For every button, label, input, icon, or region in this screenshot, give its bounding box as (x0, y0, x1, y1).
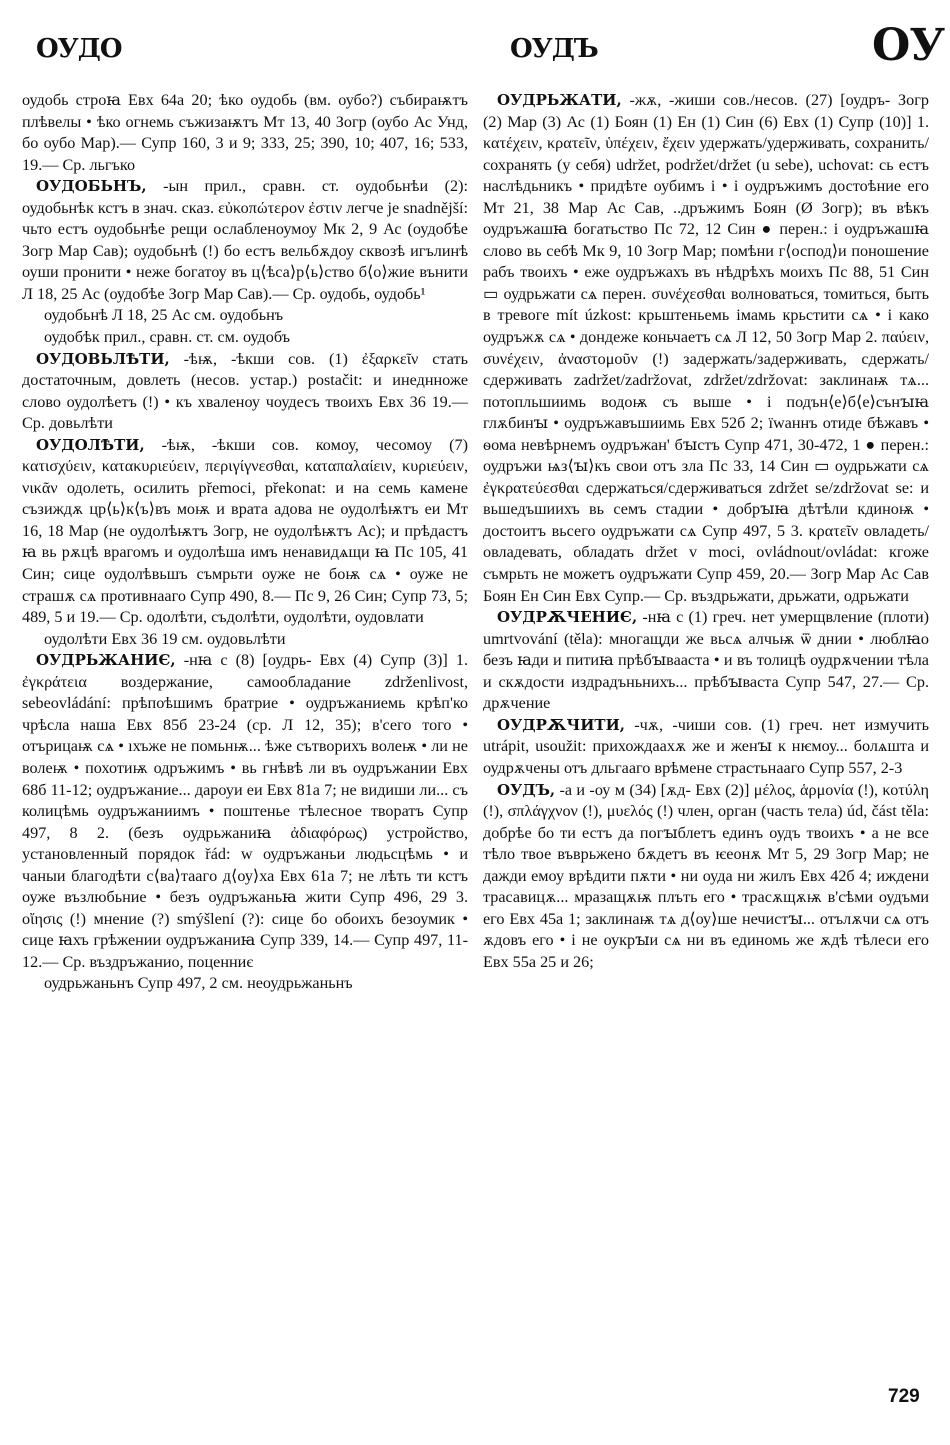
headword: ОУДРѪЧИТИ, (497, 715, 625, 734)
dictionary-entry (22, 650, 468, 973)
entry-text: оудрьжаньнъ Супр 497, 2 см. неоудрьжаньнъ (44, 974, 353, 993)
entry-paragraph (22, 327, 468, 349)
dictionary-entry (483, 607, 929, 715)
running-head-left: ОУДО (36, 34, 122, 64)
section-letter: ОУ (872, 20, 945, 71)
entry-paragraph (22, 629, 468, 651)
dictionary-entry (483, 780, 929, 974)
headword: ОУДРЬЖАТИ, (497, 91, 622, 109)
entry-text: оудобь строꙗ Евх 64а 20; ѣко оудобь (вм. оубо?) събираѭтъ плѣвелы • ѣко огнемь съжизаѭтъ Мт 13, 40 Зогр (оубо Ас Унд, бо оубо Мар).— Супр 160, 3 и 9; 333, 25; 390, 10; 407, 16; 533, 19.— Ср. льгъко (22, 91, 468, 174)
dictionary-entry (483, 715, 929, 780)
headword: ОУДОЛѢТИ, (36, 435, 145, 454)
entry-text: оудобѣк прил., сравн. ст. см. оудобъ (44, 328, 291, 347)
left-column (22, 90, 468, 995)
entry-text: -ѣѭ, -ѣкши сов. комоу, чесомоу (7) κατισχύειν, κατακυριεύειν, περιγίγνεσθαι, καταπαλαίειν, κυριεύειν, νικᾶν одолеть, осилить přemoci, překonat: и на семь камене съзиждѫ цр⟨ь⟩к⟨ъ⟩въ моѭ и врата адова не оудолѣѭтъ еи Мт 16, 18 Мар (не оудолѣѭтъ Зогр, не оудолѣѭтъ Ас); и прѣдастъ ꙗ вь рѫцѣ врагомъ и оудолѣша имъ ненавидѧщи ꙗ Пс 105, 41 Син; сице оудолѣвьшъ съмрьти оуже не боѭ сѧ • оуже не страшѫ сѧ противнааго Супр 490, 8.— Пс 9, 26 Син; Супр 73, 5; 489, 5 и 19.— Ср. одолѣти, съдолѣти, оудолѣти, оудовлати (22, 435, 468, 627)
headword: ОУДОВЬЛѢТИ, (36, 349, 170, 368)
entry-text: -а и -оу м (34) [ѫд- Евх (2)] μέλος, ἁρμονία (!), κοτύλη (!), σπλάγχνον (!), μυελός (!) член, орган (часть тела) úd, část těla: добрѣе бо ти естъ да погꙑблетъ единъ оудъ твоихъ • а не все тѣло твое въврьжено бѫдетъ въ ѥеонѫ Мт 5, 29 Зогр Мар; не дажди емоу врѣдити пѫти • ни оуда ни жилъ Евх 42б 4; иждени трасавицѫ... мразащѫѭ плъть его • трасѫщѫѭ в'сѣми оудъми его Евх 45а 1; заклинаѭ тѧ д⟨оу⟩ше нечистꙑ... отълѫчи сѧ отъ ѫдовъ его • і не оукрꙑи сѧ ни въ единомь же ѫдѣ тѣлеси его Евх 55а 25 и 26; (483, 780, 929, 971)
headword: ОУДРЬЖАНИЄ, (36, 651, 176, 670)
running-head-center: ОУДЪ (510, 34, 598, 64)
dictionary-entry (22, 176, 468, 305)
entry-text: оудолѣти Евх 36 19 см. оудовьлѣти (44, 629, 286, 648)
entry-text: -ын прил., сравн. ст. оудобьнѣи (2): оудобьнѣк кстъ в знач. сказ. εὐκοπώτερον ἐστιν легче je snadnější: чьто естъ оудобьнѣе рещи ослабленоумоу Мк 2, 9 Ас (оудобѣе Зогр Мар Сав); оудобьнѣ (!) бо естъ вельбѫдоу сквозѣ игълинѣ оуши пронити • неже богатоу въ ц⟨ѣса⟩р⟨ь⟩ство б⟨о⟩жие вънити Л 18, 25 Ас (оудобѣе Зогр Мар Сав).— Ср. оудобь, оудобь¹ (22, 177, 468, 303)
entry-paragraph (22, 305, 468, 327)
entry-text: -ѣѭ, -ѣкши сов. (1) ἐξαρκεῖν стать достаточным, довлеть (несов. устар.) postačit: и инеднноже слово оудолѣетъ (!) • къ хваленоу чоудесъ твоихъ Евх 36 19.— Ср. довьлѣти (22, 349, 468, 433)
entry-text: -чѫ, -чиши сов. (1) греч. нет измучить utrápit, usoužit: прихождааxѫ же и женꙑ к нѥмоу... болѧшта и оудрѫчены отъ дльгааго врѣмене страстьнааго Супр 557, 2-3 (483, 715, 929, 777)
entry-text: -нꙗ с (8) [оудрь- Евх (4) Супр (3)] 1. ἐγκράτεια воздержание, самообладание zdrženlivost, sebeovládání: прѣпоѣшимъ братрие • оудръжаниемь крѣп'ко чрѣсла наша Евх 85б 23-24 (ср. Л 12, 35); в'сего того • отърицаѭ сѧ • ıхъже не помьнѭ... ѣже сътворихъ волеѭ • ли не волеѭ • похотиѭ одръжимъ • вь гнѣвѣ ли въ оудръжании Евх 68б 11-12; оудръжание... дароуи еи Евх 81а 7; не видиши ли... съ колицѣмь оудръжаниимъ • поштенье тѣлесное творатъ Супр 497, 8 2. (безъ оудрьжаниꙗ ἀδιαφόρως) устройство, установленный порядок řád: w оудръжаньи людьсцѣмь • и чаныи благодѣти с⟨ва⟩таагo д⟨оу⟩ха Евх 61а 7; не лѣть ти кстъ оуже възлюбьние • безъ оудръжаньꙗ жити Супр 496, 29 3. οἴησις (!) мнение (?) smýšlení (?): сице бо обоихъ безоумик • сице ꙗхъ грѣжении оудръжаниꙗ Супр 339, 14.— Супр 497, 11-12.— Ср. въздръжанио, поценниє (22, 651, 468, 971)
right-column (483, 90, 929, 973)
dictionary-entry (22, 349, 468, 435)
page-number: 729 (888, 1386, 920, 1407)
headword: ОУДОБЬНЪ, (36, 177, 147, 196)
entry-paragraph (22, 973, 468, 995)
dictionary-entry (483, 90, 929, 607)
dictionary-entry (22, 435, 468, 629)
headword: ОУДЪ, (497, 780, 556, 799)
entry-paragraph (22, 90, 468, 176)
entry-text: -нꙗ с (1) греч. нет умерщвление (плоти) umrtvování (těla): многащди же вьсѧ алчьѭ ѿ днии • люблꙗо безъ ꙗди и питиꙗ прѣбꙑвааста • и въ толицѣ оудрѫчении тѣла и скѫдости издрадъньнихъ... прѣбꙑваста Супр 547, 27.— Ср. дрѫчение (483, 608, 929, 713)
entry-text: -жѫ, -жиши сов./несов. (27) [оудръ- Зогр (2) Мар (3) Ас (1) Боян (1) Ен (1) Син (6) Евх (1) Супр (10)] 1. κατέχειν, κρατεῖν, ὑπέχειν, ἔχειν удержать/удерживать, сохранить/сохранять (у себя) udržet, podržet/držet (u sebe), uchovat: сь естъ наслѣдьникъ • придѣте оубимъ і • і оудръжимъ достоѣние его Мт 21, 38 Мар Ас Сав, ..дръжимъ Боян (Ø Зогр); въ вѣкъ оудръжашꙗ богатьство Пс 72, 12 Син ● перен.: і оудръжашꙗ слово вь себѣ Мк 9, 10 Зогр Мар; помѣни г⟨оспод⟩и поношение рабъ твоихъ • еже оудръжахъ въ нѣдрѣхъ моихъ Пс 88, 51 Син ▭ оудрьжати сѧ перен. συνέχεσθαι волноваться, томиться, быть в тревоге mít úzkost: крьштеньемь імамь крьстити сѧ • і како оудръжѫ сѧ • дондеже коньчаетъ сѧ Л 12, 50 Зогр Мар 2. παύειν, συνέχειν, ἀναστομοῦν (!) задержать/задерживать, сдержать/сдерживать zadržet/zadržovat, zdržet/zdržovat: заклинаѭ тѧ... потопльшиимь водоѭ съ выше • і подън⟨е⟩б⟨е⟩сънꙑꙗ глѫбинꙑ • оудръжавъшиимь Евх 52б 2; їwаннъ отиде бѣжавъ • ѳома невѣрнемъ оудръжан' бꙑстъ Супр 471, 30-472, 1 ● перен.: оудръжи ѩз⟨ꙑ⟩къ свои отъ зла Пс 33, 14 Син ▭ оудрьжати сѧ ἐγκρατεύεσθαι сдержаться/сдерживаться zdržet se/zdržovat se: и вьшедъшиихъ вь семъ стадии • добрꙑꙗ дѣтѣли кдиноѭ • достоитъ вьсего оудръжати сѧ Супр 497, 5 3. κρατεῖν овладеть/овладевать, обладать držet v moci, ovládnout/ovládat: кгоже съмрьть не можетъ оудръжати Супр 459, 20.— Зогр Мар Ас Сав Боян Ен Син Евх Супр.— Ср. въздрьжати, дрьжати, одрьжати (483, 91, 929, 605)
headword: ОУДРѪЧЕНИЄ, (497, 608, 638, 627)
entry-text: оудобьнѣ Л 18, 25 Ас см. оудобьнъ (44, 306, 284, 325)
